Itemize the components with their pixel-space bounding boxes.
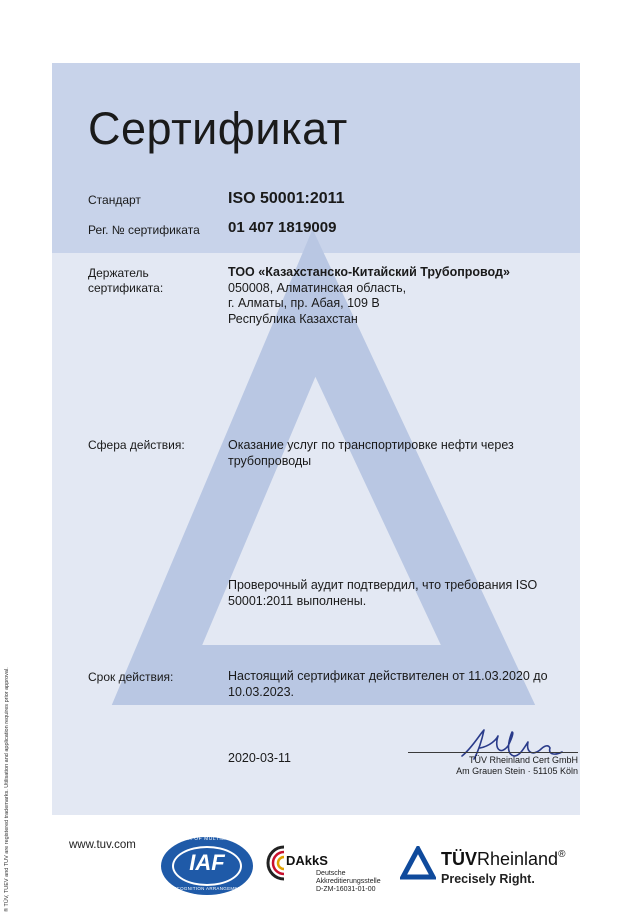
validity-label: Срок действия: xyxy=(88,670,174,684)
dakks-name: DAkkS xyxy=(286,853,328,868)
scope-text: Оказание услуг по транспортировке нефти через трубопроводы xyxy=(228,438,514,468)
iaf-ring-top: MEMBER OF MULTILATERAL xyxy=(167,836,247,842)
validity-text: Настоящий сертификат действителен от 11.03.2020 до 10.03.2023. xyxy=(228,669,548,699)
dakks-text: Deutsche Akkreditierungsstelle D-ZM-16031-01-00 xyxy=(316,870,381,893)
tuv-brand: TÜVRheinland® xyxy=(441,849,566,869)
holder-details xyxy=(228,265,510,327)
registration-label: Рег. № сертификата xyxy=(88,223,200,237)
certificate-panel xyxy=(52,63,580,815)
holder-address-line: Республика Казахстан xyxy=(228,311,358,326)
holder-label: Держатель сертификата: xyxy=(88,266,164,295)
iaf-text: IAF xyxy=(189,850,225,875)
standard-value: ISO 50001:2011 xyxy=(228,190,345,207)
tuv-triangle-icon xyxy=(400,846,436,880)
issue-date: 2020-03-11 xyxy=(228,751,292,765)
tuv-slogan: Precisely Right. xyxy=(441,872,535,886)
holder-name: ТОО «Казахстанско-Китайский Трубопровод» xyxy=(228,265,510,279)
certificate-title: Сертификат xyxy=(88,103,348,154)
holder-address-line: г. Алматы, пр. Абая, 109 В xyxy=(228,296,380,310)
standard-label: Стандарт xyxy=(88,193,141,207)
signature-line xyxy=(408,752,578,753)
scope-label: Сфера действия: xyxy=(88,438,185,452)
issuer-block: TÜV Rheinland Cert GmbH Am Grauen Stein · 51105 Köln xyxy=(456,755,578,776)
trademark-note: ® TÜV, TUEV and TUV are registered trademarks. Utilisation and application requires prior approval. xyxy=(4,667,10,912)
holder-address-line: 050008, Алматинская область, xyxy=(228,280,407,295)
registration-value: 01 407 1819009 xyxy=(228,219,337,236)
audit-statement: Проверочный аудит подтвердил, что требования ISO 50001:2011 выполнены. xyxy=(228,578,538,608)
website-url[interactable]: www.tuv.com xyxy=(69,839,136,851)
iaf-ring-bottom: RECOGNITION ARRANGEMENT xyxy=(169,886,245,891)
